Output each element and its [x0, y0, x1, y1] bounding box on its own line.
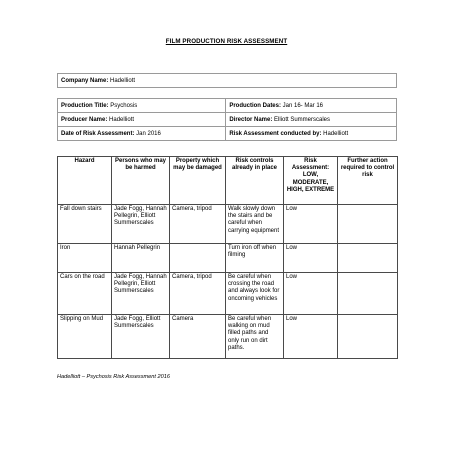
header-persons: Persons who may be harmed — [112, 157, 170, 205]
assessment-cell: Low — [284, 244, 338, 273]
risk-assessment-table — [57, 156, 398, 359]
property-cell: Camera — [170, 315, 226, 359]
producer-name-cell — [58, 113, 226, 127]
persons-cell: Jade Fogg, Hannah Pellegrin, Elliott Summerscales — [112, 205, 170, 244]
risk-table-header-row — [58, 157, 398, 205]
production-info-table — [57, 98, 397, 141]
conducted-by-label: Risk Assessment conducted by: — [229, 130, 322, 137]
table-row — [58, 273, 398, 315]
assessment-date-label: Date of Risk Assessment: — [61, 130, 135, 137]
document-title: FILM PRODUCTION RISK ASSESSMENT — [165, 38, 288, 45]
header-further-action: Further action required to control risk — [338, 157, 398, 205]
assessment-cell: Low — [284, 273, 338, 315]
production-dates-label: Production Dates: — [229, 102, 281, 109]
director-name-cell — [226, 113, 397, 127]
property-cell: Camera, tripod — [170, 273, 226, 315]
conducted-by-value: Hadelliott — [323, 130, 349, 137]
header-controls: Risk controls already in place — [226, 157, 284, 205]
hazard-cell: Fall down stairs — [58, 205, 112, 244]
further-action-cell — [338, 205, 398, 244]
production-title-cell — [58, 99, 226, 113]
controls-cell: Turn iron off when filming — [226, 244, 284, 273]
header-hazard: Hazard — [58, 157, 112, 205]
assessment-date-value: Jan 2016 — [136, 130, 161, 137]
production-dates-value: Jan 16- Mar 16 — [282, 102, 324, 109]
assessment-cell: Low — [284, 205, 338, 244]
further-action-cell — [338, 273, 398, 315]
header-assessment: Risk Assessment: LOW, MODERATE, HIGH, EXTREME — [284, 157, 338, 205]
controls-cell: Be careful when crossing the road and always look for oncoming vehicles — [226, 273, 284, 315]
persons-cell: Jade Fogg, Hannah Pellegrin, Elliott Summerscales — [112, 273, 170, 315]
property-cell: Camera, tripod — [170, 205, 226, 244]
company-name-value: Hadelliott — [110, 77, 136, 84]
company-name-label: Company Name: — [61, 77, 109, 84]
production-dates-cell — [226, 99, 397, 113]
table-row — [58, 244, 398, 273]
production-title-label: Production Title: — [61, 102, 109, 109]
property-cell — [170, 244, 226, 273]
further-action-cell — [338, 315, 398, 359]
persons-cell: Jade Fogg, Elliott Summerscales — [112, 315, 170, 359]
header-property: Property which may be damaged — [170, 157, 226, 205]
company-info-table — [57, 73, 397, 88]
production-title-value: Psychosis — [110, 102, 138, 109]
conducted-by-cell — [226, 127, 397, 141]
controls-cell: Walk slowly down the stairs and be careful when carrying equipment — [226, 205, 284, 244]
producer-name-label: Producer Name: — [61, 116, 108, 123]
producer-name-value: Hadelliott — [109, 116, 135, 123]
document-footer: Hadelliott – Psychosis Risk Assessment 2016 — [57, 374, 170, 380]
further-action-cell — [338, 244, 398, 273]
hazard-cell: Slipping on Mud — [58, 315, 112, 359]
controls-cell: Be careful when walking on mud filled paths and only run on dirt paths. — [226, 315, 284, 359]
hazard-cell: Cars on the road — [58, 273, 112, 315]
table-row — [58, 315, 398, 359]
persons-cell: Hannah Pellegrin — [112, 244, 170, 273]
assessment-cell: Low — [284, 315, 338, 359]
assessment-date-cell — [58, 127, 226, 141]
table-row — [58, 205, 398, 244]
director-name-label: Director Name: — [229, 116, 273, 123]
director-name-value: Elliott Summerscales — [274, 116, 331, 123]
company-name-cell — [58, 74, 397, 88]
hazard-cell: Iron — [58, 244, 112, 273]
